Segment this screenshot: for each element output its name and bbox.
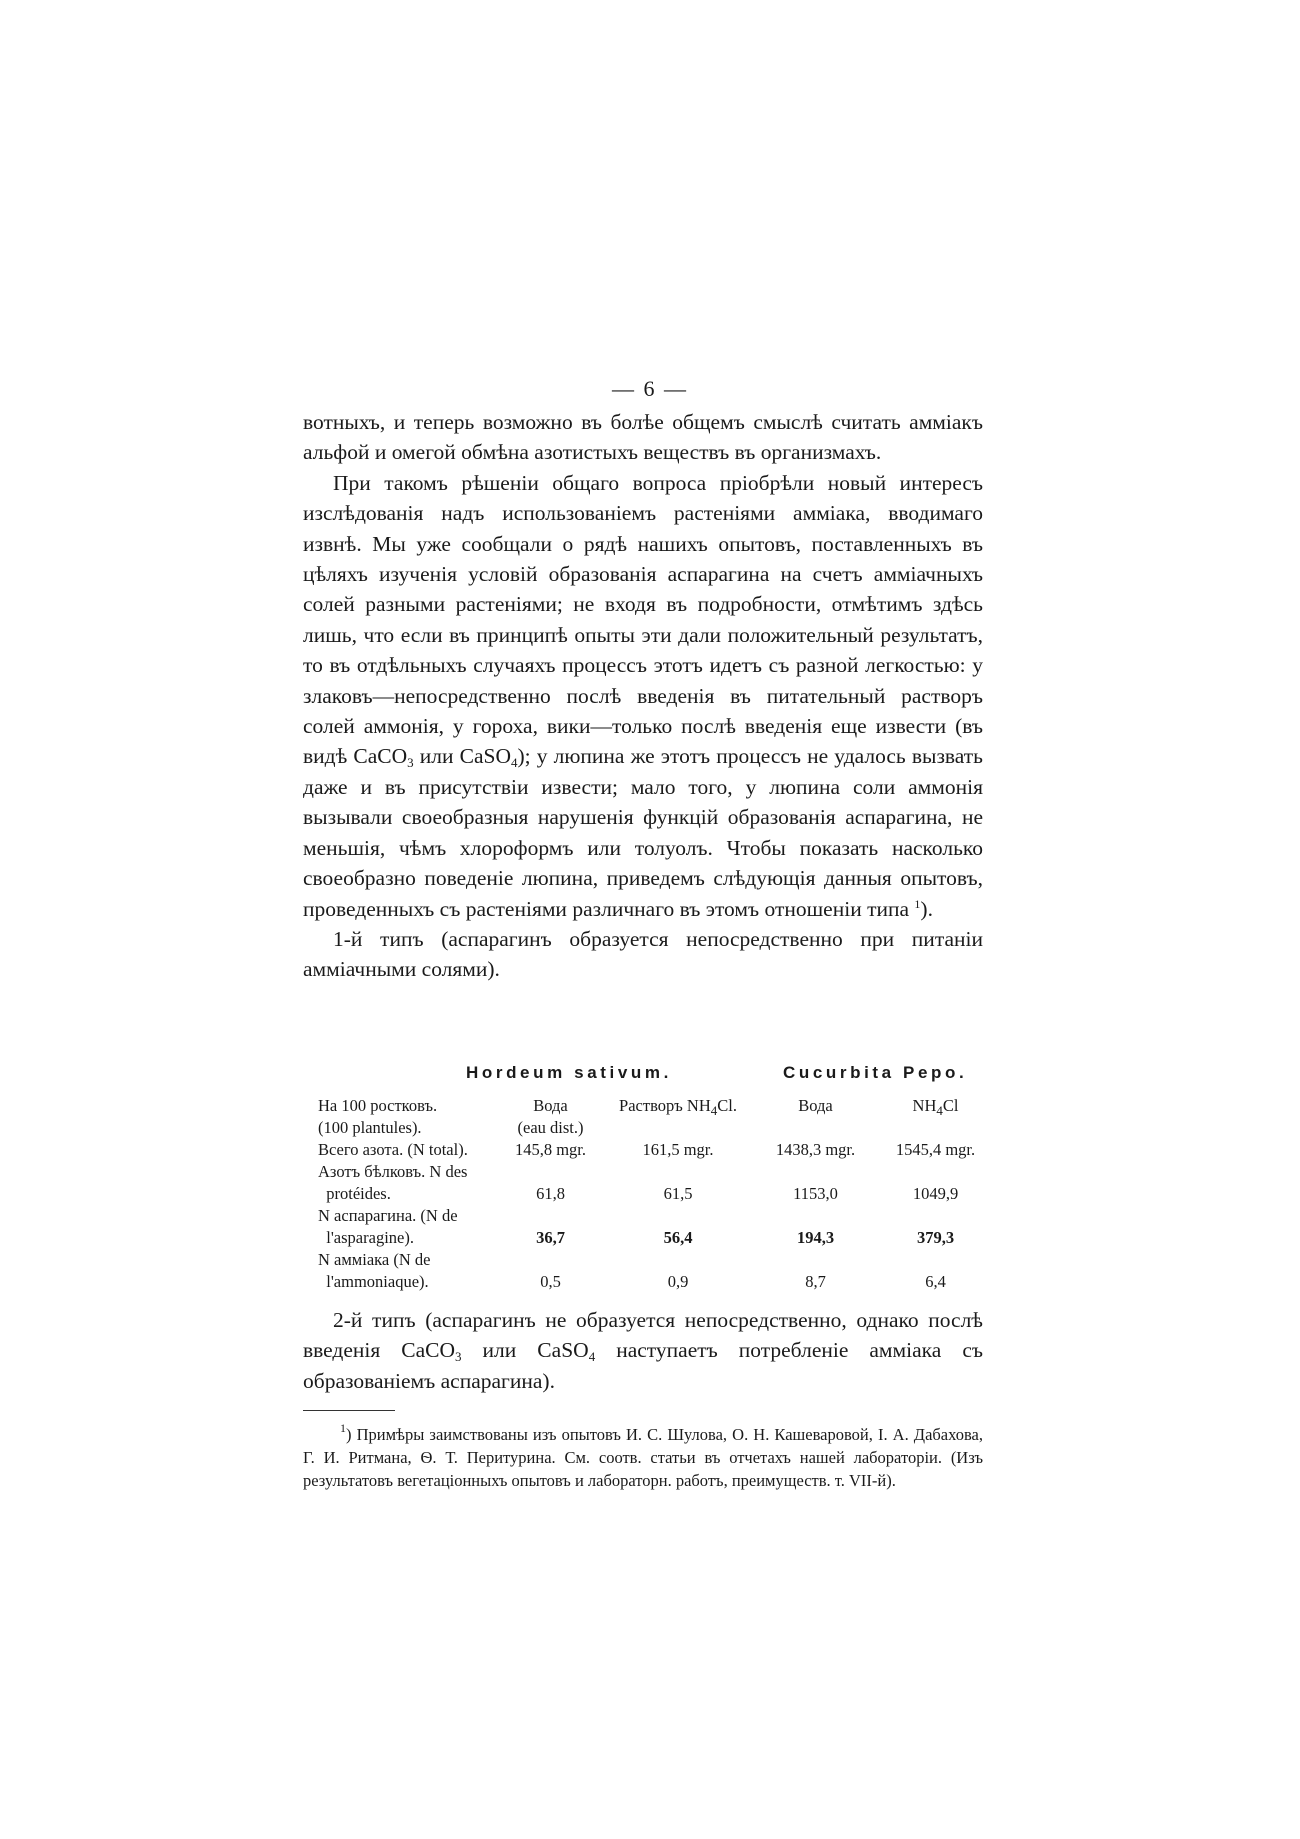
cell: 61,5 — [663, 1184, 693, 1203]
table-row — [318, 1161, 998, 1205]
cell: 8,7 — [805, 1272, 826, 1291]
table-row — [318, 1139, 998, 1161]
para2-text-3: ); у люпина же этотъ процессъ не удалось вызвать даже и въ присутствіи извести; мало того, у люпина соли аммонія вызывали своеобразныя нарушенія функцій образованія аспарагина, не меньшія, чѣмъ хлороформъ или толуолъ. Чтобы показать насколько своеобразно поведеніе люпина, приведемъ слѣдующія данныя опытовъ, проведенныхъ съ растеніями различнаго въ этомъ отношеніи типа — [303, 744, 983, 921]
header-col-nh4cl: $NH_4Cl$ — [912, 1096, 959, 1118]
type2-text-1: 2-й типъ (аспарагинъ не образуется непосредственно, однако послѣ введенія CaCO — [303, 1308, 983, 1363]
footnote-divider — [303, 1410, 395, 1411]
para2-text-2: или CaSO — [413, 744, 511, 769]
row-label: N амміака (N de l'ammoniaque). — [318, 1250, 431, 1291]
type1-paragraph: 1-й типъ (аспарагинъ образуется непосредственно при питаніи амміачными солями). — [303, 926, 983, 982]
subscript: 4 — [588, 1349, 596, 1365]
footnote-text: ) Примѣры заимствованы изъ опытовъ И. С. Шулова, О. Н. Кашеваровой, І. А. Дабахова, Г. И. Ритмана, Ѳ. Т. Перитурина. См. соотв. статьи въ отчетахъ нашей лабораторіи. (Изъ результатовъ вегетаціонныхъ опытовъ и лабораторн. работъ, преимуществ. т. VII-й). — [303, 1425, 983, 1490]
row-label: N аспарагина. (N de l'asparagine). — [318, 1206, 458, 1247]
cell: 1438,3 mgr. — [775, 1140, 856, 1159]
subscript: 3 — [455, 1349, 462, 1365]
cell: 0,5 — [540, 1272, 561, 1291]
type2-section — [303, 1305, 983, 1396]
cell: 1049,9 — [912, 1184, 959, 1203]
cell: 194,3 — [796, 1228, 835, 1247]
para2-text-1: При такомъ рѣшеніи общаго вопроса пріобрѣли новый интересъ изслѣдованія надъ использованіемъ растеніями амміака, вводимаго извнѣ. Мы уже сообщали о рядѣ нашихъ опытовъ, поставленныхъ въ цѣляхъ изученія условій образованія аспарагина на счетъ амміачныхъ солей разными растеніями; не входя въ подробности, отмѣтимъ здѣсь лишь, что если въ принципѣ опыты эти дали положительный результатъ, то въ отдѣльныхъ случаяхъ процессъ этотъ идетъ съ разной легкостью: у злаковъ—непосредственно послѣ введенія въ питательный растворъ солей аммонія, у гороха, вики—только послѣ введенія еще извести (въ видѣ CaCO — [303, 470, 983, 769]
type2-text-2: или CaSO — [461, 1338, 589, 1363]
species-header — [318, 1063, 998, 1093]
table-header-row — [318, 1095, 998, 1139]
subscript: 3 — [407, 755, 414, 771]
cell: 145,8 mgr. — [514, 1140, 587, 1159]
cell: 0,9 — [667, 1272, 689, 1291]
cell: 161,5 mgr. — [642, 1140, 714, 1159]
cell: 1153,0 — [793, 1184, 838, 1203]
table-row — [318, 1249, 998, 1293]
main-text — [303, 407, 983, 985]
paragraph-intro — [303, 468, 983, 924]
cell: 61,8 — [536, 1184, 565, 1203]
table-row — [318, 1205, 998, 1249]
cell: 1545,4 mgr. — [895, 1140, 976, 1159]
species-hordeum: Hordeum sativum. — [466, 1063, 672, 1082]
cell: 36,7 — [536, 1228, 565, 1247]
row-label: Всего азота. (N total). — [318, 1140, 468, 1159]
row-label: Азотъ бѣлковъ. N des protéides. — [318, 1162, 468, 1203]
type2-text-3: наступаетъ потребленіе амміака съ образованіемъ аспарагина). — [303, 1338, 983, 1393]
para2-text-4: ). — [920, 896, 933, 921]
footnote-ref[interactable]: 1 — [914, 896, 921, 911]
subscript: 4 — [510, 755, 518, 771]
header-col-solution: Растворъ $NH_4Cl$. — [619, 1096, 737, 1118]
header-col-water-2: Вода — [798, 1096, 833, 1115]
header-col-water: Вода (eau dist.) — [517, 1096, 584, 1137]
species-cucurbita: Cucurbita Pepo. — [783, 1063, 968, 1082]
cell: 6,4 — [925, 1272, 946, 1291]
page-number: — 6 — — [612, 376, 688, 401]
cell: 379,3 — [916, 1228, 955, 1247]
footnote — [303, 1423, 983, 1492]
type2-paragraph — [303, 1305, 983, 1396]
footnote-mark: 1 — [340, 1421, 346, 1435]
data-table — [318, 1063, 998, 1293]
cell: 56,4 — [663, 1228, 693, 1247]
paragraph-continued: вотныхъ, и теперь возможно въ болѣе общемъ смыслѣ считать амміакъ альфой и омегой обмѣна азотистыхъ веществъ въ организмахъ. — [303, 410, 983, 465]
results-table — [318, 1095, 998, 1293]
header-label: На 100 ростковъ. (100 plantules). — [318, 1096, 438, 1137]
